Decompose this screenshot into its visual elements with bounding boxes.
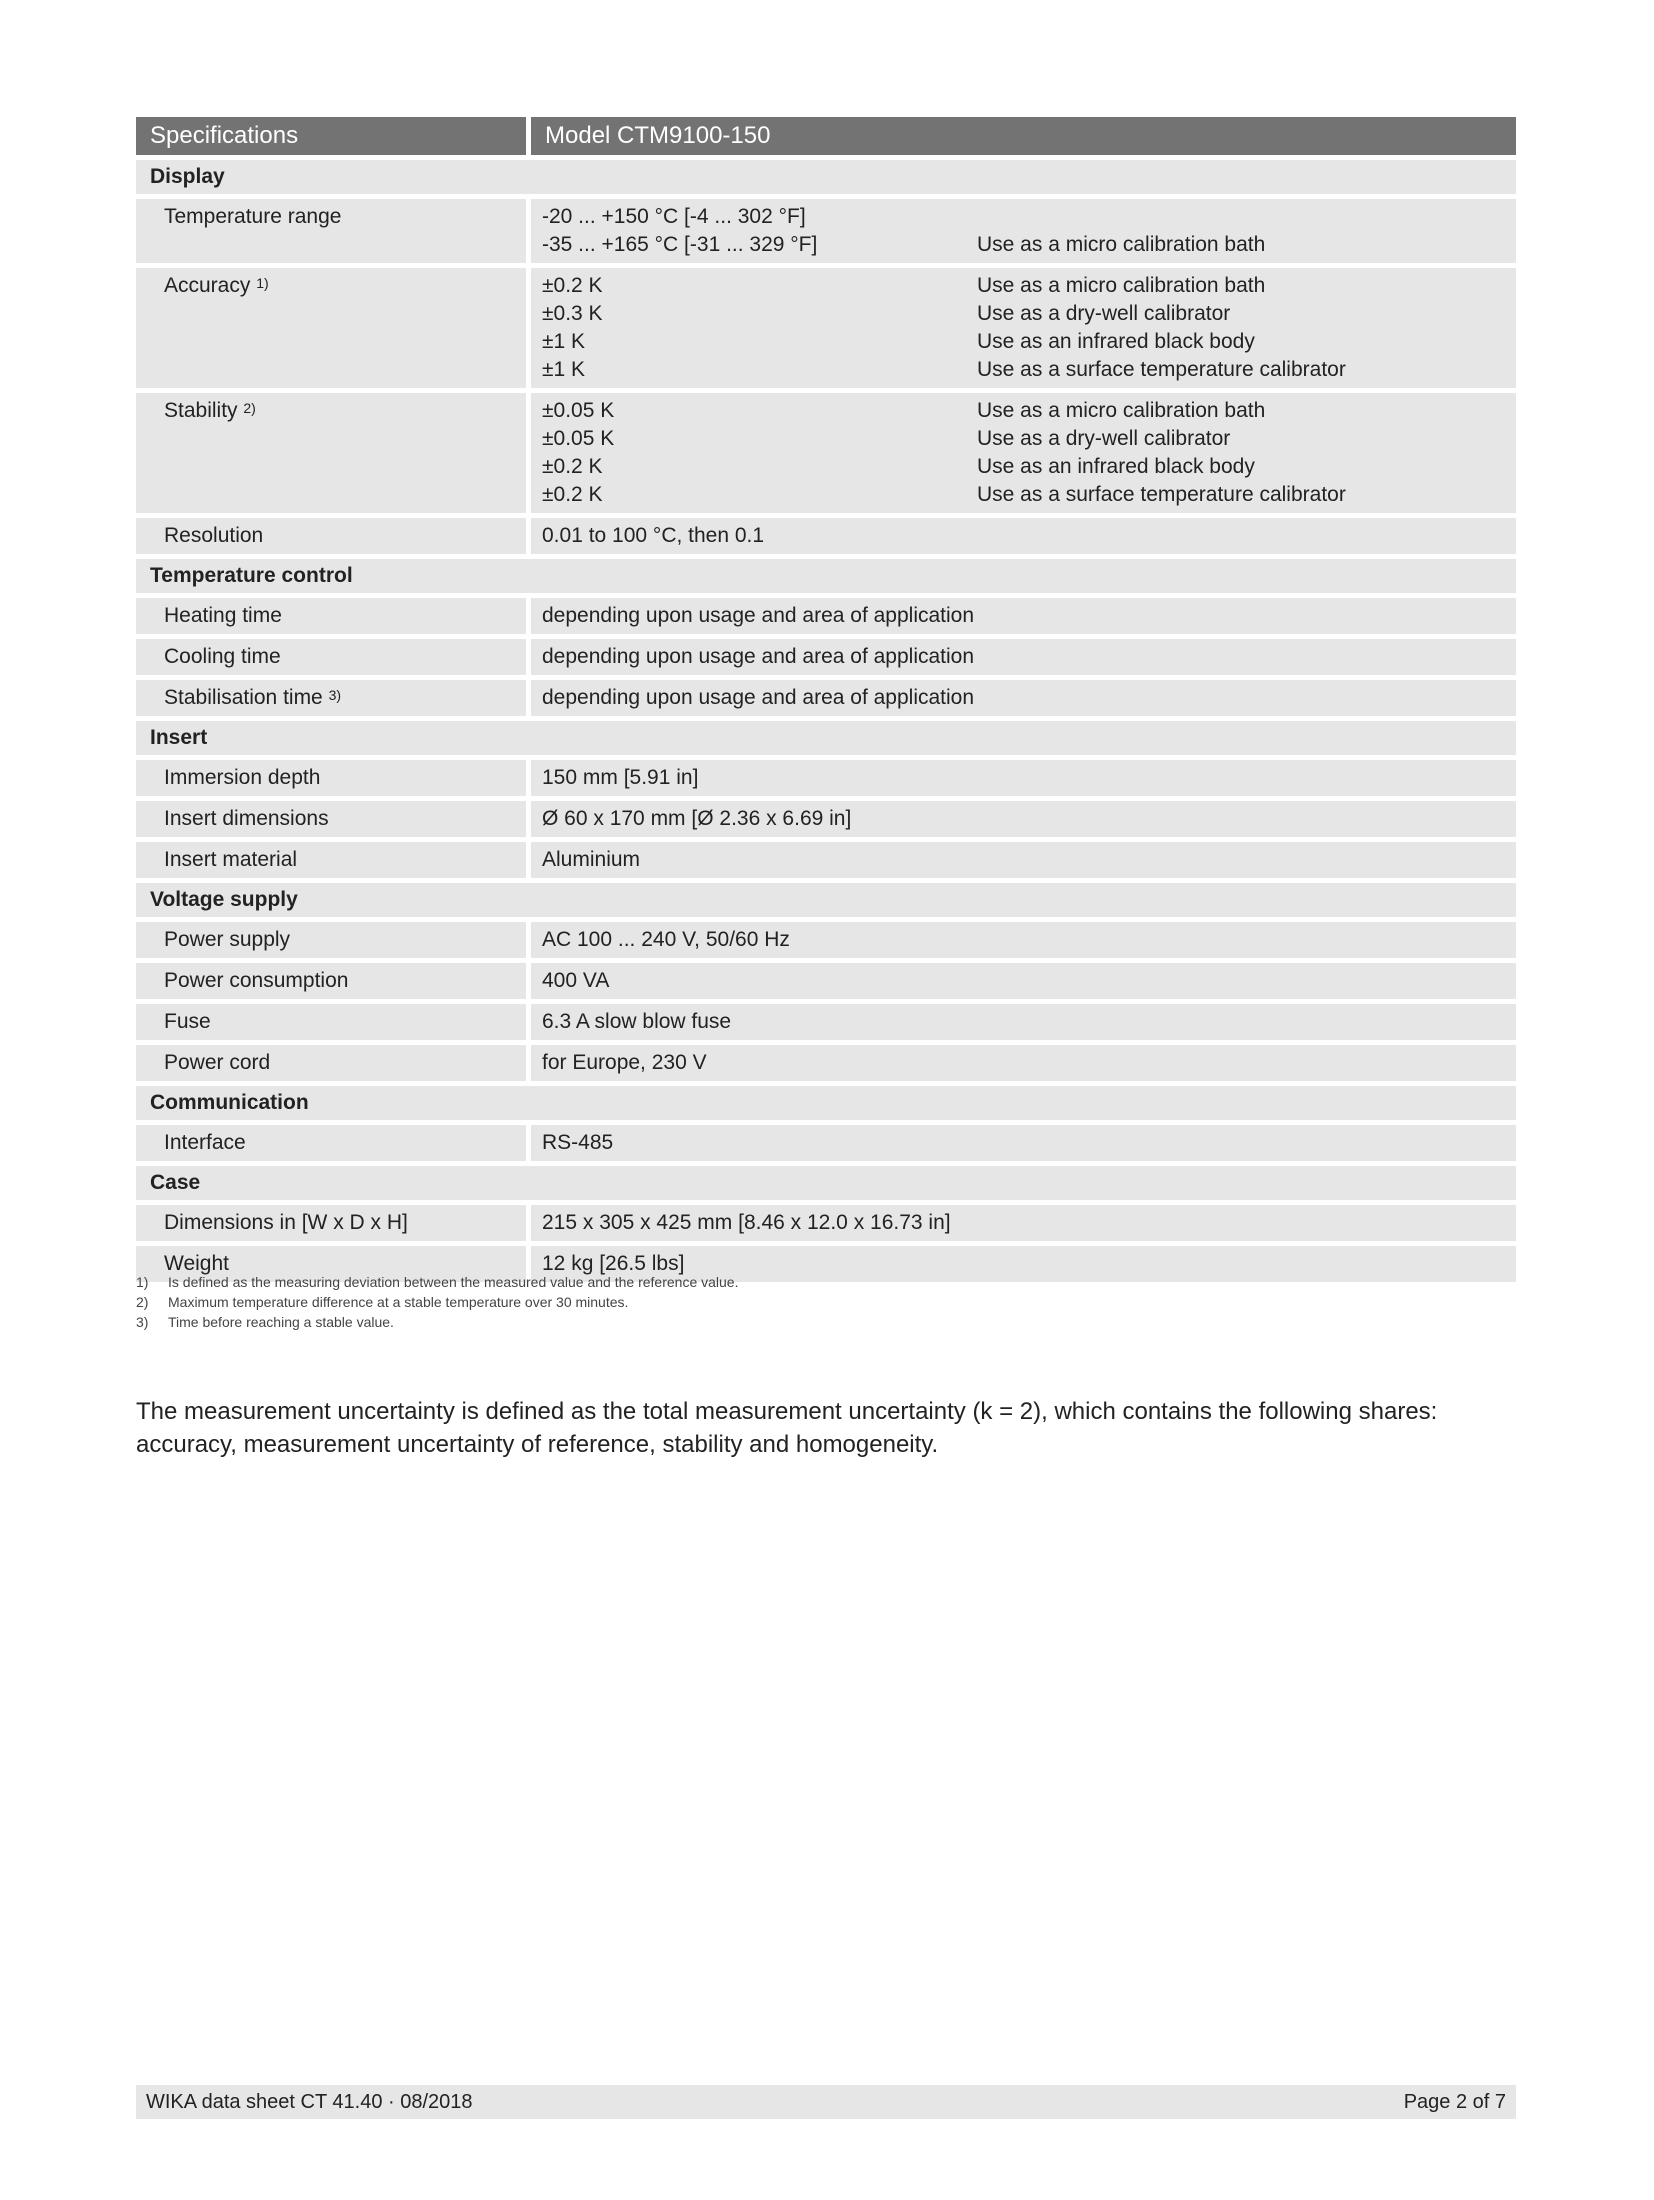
row-label-cell xyxy=(136,922,526,958)
value-text: RS-485 xyxy=(542,1131,614,1154)
row-value-cell xyxy=(531,760,1516,796)
value-text: -20 ... +150 °C [-4 ... 302 °F] xyxy=(542,205,806,228)
row-label-cell xyxy=(136,518,526,554)
value-line xyxy=(542,926,1516,954)
value-note: Use as an infrared black body xyxy=(977,330,1255,353)
row-value-cell xyxy=(531,598,1516,634)
value-text: depending upon usage and area of application xyxy=(542,604,975,627)
row-label-cell xyxy=(136,598,526,634)
value-note: Use as a surface temperature calibrator xyxy=(977,358,1346,381)
value-line xyxy=(542,453,1516,481)
row-label: Weight xyxy=(164,1252,229,1275)
row-value-cell xyxy=(531,393,1516,513)
value-line xyxy=(542,328,1516,356)
value-text: 150 mm [5.91 in] xyxy=(542,766,699,789)
footnote xyxy=(136,1272,738,1292)
table-row xyxy=(136,393,1516,513)
value-text: ±0.05 K xyxy=(542,399,615,422)
footnote-ref: 2) xyxy=(243,400,256,416)
value-note xyxy=(977,846,1516,874)
row-value-cell xyxy=(531,680,1516,716)
value-note xyxy=(977,805,1516,833)
table-row xyxy=(136,760,1516,796)
row-label: Resolution xyxy=(164,524,264,547)
value-text: ±0.3 K xyxy=(542,302,603,325)
table-row xyxy=(136,199,1516,263)
value-line xyxy=(542,1129,1516,1157)
value-note: Use as a dry-well calibrator xyxy=(977,427,1231,450)
value-line xyxy=(542,846,1516,874)
table-row xyxy=(136,922,1516,958)
section-heading: Communication xyxy=(136,1086,1516,1120)
row-label-cell xyxy=(136,1045,526,1081)
value-line xyxy=(542,397,1516,425)
row-label-cell xyxy=(136,680,526,716)
value-note xyxy=(977,602,1516,630)
row-value-cell xyxy=(531,963,1516,999)
value-note xyxy=(977,643,1516,671)
section-heading: Temperature control xyxy=(136,559,1516,593)
table-row xyxy=(136,842,1516,878)
table-row xyxy=(136,1045,1516,1081)
value-line xyxy=(542,764,1516,792)
footer-page-number: Page 2 of 7 xyxy=(1403,2091,1506,2113)
value-line xyxy=(542,684,1516,712)
value-text: ±1 K xyxy=(542,358,586,381)
value-line xyxy=(542,643,1516,671)
value-text: 0.01 to 100 °C, then 0.1 xyxy=(542,524,765,547)
value-note xyxy=(977,764,1516,792)
footnote xyxy=(136,1312,738,1332)
value-line xyxy=(542,967,1516,995)
row-value-cell xyxy=(531,1125,1516,1161)
row-label: Heating time xyxy=(164,604,282,627)
table-row xyxy=(136,518,1516,554)
footnote xyxy=(136,1292,738,1312)
value-note: Use as a micro calibration bath xyxy=(977,399,1266,422)
footer-datasheet-ref: WIKA data sheet CT 41.40 · 08/2018 xyxy=(146,2091,473,2113)
value-text: Ø 60 x 170 mm [Ø 2.36 x 6.69 in] xyxy=(542,807,852,830)
section-heading: Voltage supply xyxy=(136,883,1516,917)
row-value-cell xyxy=(531,801,1516,837)
table-row xyxy=(136,598,1516,634)
value-text: depending upon usage and area of application xyxy=(542,686,975,709)
table-row xyxy=(136,639,1516,675)
value-note xyxy=(977,1250,1516,1278)
table-row xyxy=(136,1205,1516,1241)
row-label: Temperature range xyxy=(164,205,342,228)
footnote-text: Maximum temperature difference at a stable temperature over 30 minutes. xyxy=(168,1294,629,1310)
row-label: Immersion depth xyxy=(164,766,321,789)
row-value-cell xyxy=(531,842,1516,878)
footnote-text: Is defined as the measuring deviation between the measured value and the reference value. xyxy=(168,1274,739,1290)
section-heading: Display xyxy=(136,160,1516,194)
value-note xyxy=(977,1209,1516,1237)
table-row xyxy=(136,680,1516,716)
value-line xyxy=(542,356,1516,384)
value-line xyxy=(542,425,1516,453)
value-line xyxy=(542,203,1516,231)
value-text: AC 100 ... 240 V, 50/60 Hz xyxy=(542,928,790,951)
row-label: Dimensions in [W x D x H] xyxy=(164,1211,408,1234)
row-label-cell xyxy=(136,199,526,263)
row-label-cell xyxy=(136,1125,526,1161)
row-value-cell xyxy=(531,1004,1516,1040)
value-text: ±0.2 K xyxy=(542,455,603,478)
footnote-text: Time before reaching a stable value. xyxy=(168,1314,394,1330)
value-note: Use as an infrared black body xyxy=(977,455,1255,478)
value-line xyxy=(542,272,1516,300)
row-label: Insert material xyxy=(164,848,298,871)
row-label-cell xyxy=(136,268,526,388)
table-body xyxy=(136,160,1516,1282)
row-value-cell xyxy=(531,1205,1516,1241)
row-value-cell xyxy=(531,922,1516,958)
row-label: Accuracy xyxy=(164,274,251,297)
footnote-number: 1) xyxy=(136,1274,149,1290)
row-label-cell xyxy=(136,963,526,999)
value-line xyxy=(542,602,1516,630)
value-line xyxy=(542,231,1516,259)
row-label-cell xyxy=(136,842,526,878)
row-label: Insert dimensions xyxy=(164,807,329,830)
uncertainty-paragraph: The measurement uncertainty is defined as the total measurement uncertainty (k = 2), which contains the following shares: accuracy, measurement uncertainty of reference, stability and homogeneity. xyxy=(136,1398,1438,1458)
value-line xyxy=(542,481,1516,509)
table-row xyxy=(136,1004,1516,1040)
value-text: ±0.2 K xyxy=(542,483,603,506)
row-value-cell xyxy=(531,199,1516,263)
value-note: Use as a micro calibration bath xyxy=(977,233,1266,256)
value-line xyxy=(542,1008,1516,1036)
row-label-cell xyxy=(136,393,526,513)
value-line xyxy=(542,300,1516,328)
row-label: Stabilisation time xyxy=(164,686,323,709)
row-value-cell xyxy=(531,518,1516,554)
section-heading: Case xyxy=(136,1166,1516,1200)
row-label-cell xyxy=(136,1004,526,1040)
value-note xyxy=(977,522,1516,550)
value-note xyxy=(977,926,1516,954)
row-value-cell xyxy=(531,639,1516,675)
row-label-cell xyxy=(136,801,526,837)
value-text: depending upon usage and area of application xyxy=(542,645,975,668)
section-heading: Insert xyxy=(136,721,1516,755)
value-line xyxy=(542,1209,1516,1237)
row-label-cell xyxy=(136,760,526,796)
value-text: 215 x 305 x 425 mm [8.46 x 12.0 x 16.73 in] xyxy=(542,1211,951,1234)
row-label-cell xyxy=(136,1205,526,1241)
row-value-cell xyxy=(531,268,1516,388)
value-text: ±1 K xyxy=(542,330,586,353)
row-label-cell xyxy=(136,639,526,675)
footnotes xyxy=(136,1272,738,1332)
row-label: Stability xyxy=(164,399,238,422)
table-row xyxy=(136,268,1516,388)
value-text: ±0.2 K xyxy=(542,274,603,297)
value-line xyxy=(542,522,1516,550)
footnote-ref: 1) xyxy=(256,275,269,291)
value-note: Use as a micro calibration bath xyxy=(977,274,1266,297)
row-label: Power supply xyxy=(164,928,291,951)
header-model: Model CTM9100-150 xyxy=(531,117,1516,155)
footnote-number: 2) xyxy=(136,1294,149,1310)
value-line xyxy=(542,805,1516,833)
page-footer xyxy=(136,2085,1516,2119)
footnote-number: 3) xyxy=(136,1314,149,1330)
spec-table xyxy=(136,117,1516,1287)
footnote-ref: 3) xyxy=(328,687,342,703)
value-note: Use as a dry-well calibrator xyxy=(977,302,1231,325)
value-note xyxy=(977,1049,1516,1077)
row-label: Fuse xyxy=(164,1010,211,1033)
table-row xyxy=(136,1125,1516,1161)
row-label: Power consumption xyxy=(164,969,349,992)
value-text: 400 VA xyxy=(542,969,610,992)
table-row xyxy=(136,801,1516,837)
row-value-cell xyxy=(531,1045,1516,1081)
value-text: 12 kg [26.5 lbs] xyxy=(542,1252,685,1275)
value-line xyxy=(542,1049,1516,1077)
value-text: 6.3 A slow blow fuse xyxy=(542,1010,732,1033)
table-row xyxy=(136,963,1516,999)
value-text: -35 ... +165 °C [-31 ... 329 °F] xyxy=(542,233,818,256)
value-note xyxy=(977,967,1516,995)
value-note xyxy=(977,203,1516,231)
value-text: for Europe, 230 V xyxy=(542,1051,707,1074)
value-text: Aluminium xyxy=(542,848,641,871)
value-text: ±0.05 K xyxy=(542,427,615,450)
row-label: Cooling time xyxy=(164,645,281,668)
value-note xyxy=(977,684,1516,712)
value-note: Use as a surface temperature calibrator xyxy=(977,483,1346,506)
value-note xyxy=(977,1008,1516,1036)
table-header xyxy=(136,117,1516,155)
value-note xyxy=(977,1129,1516,1157)
row-label: Power cord xyxy=(164,1051,271,1074)
header-specifications: Specifications xyxy=(136,117,526,155)
row-label: Interface xyxy=(164,1131,246,1154)
